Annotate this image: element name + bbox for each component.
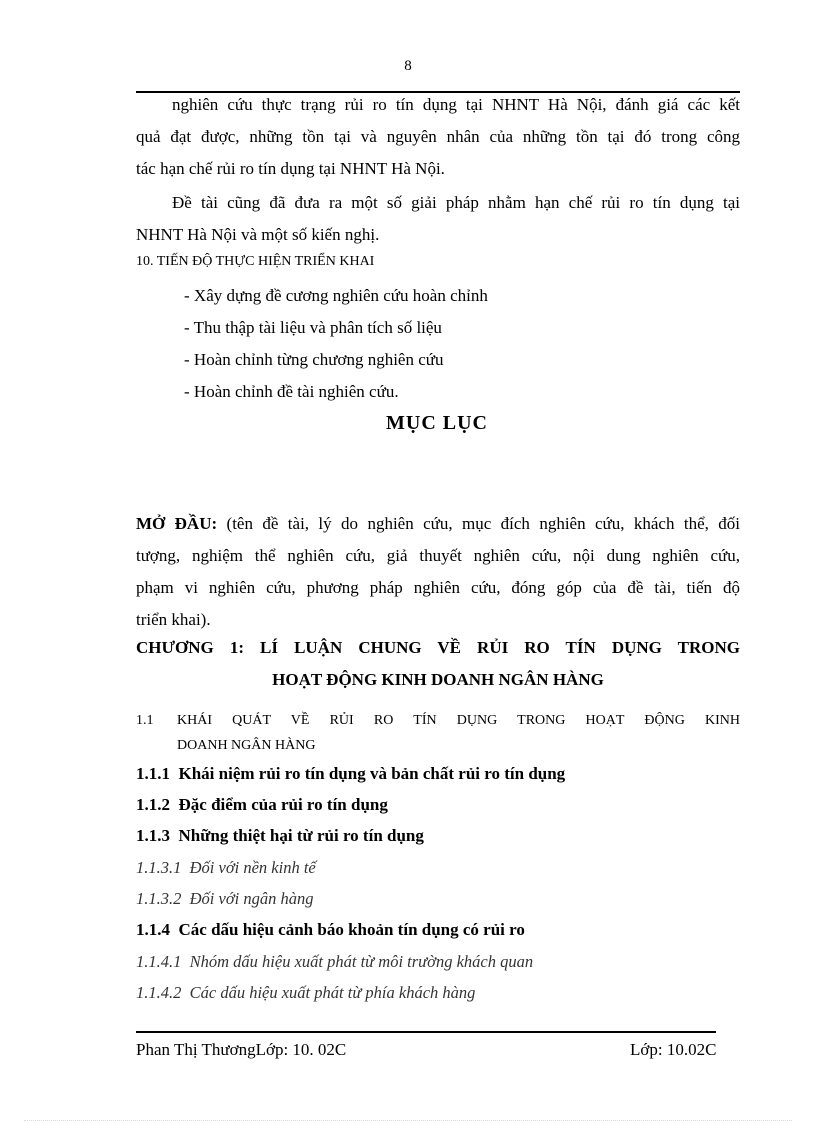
toc-intro-text: (tên đề tài, lý do nghiên cứu, mục đích nghiên cứu, khách thể, đối [217,514,740,533]
toc-section-title-line-1: KHÁI QUÁT VỀ RỦI RO TÍN DỤNG TRONG HOẠT ĐỘNG KINH [177,713,740,728]
toc-entry-text: Các dấu hiệu cảnh báo khoản tín dụng có rủi ro [178,920,525,939]
toc-intro-label: MỞ ĐẦU: [136,514,218,533]
toc-entry [136,826,424,846]
section-10-list [184,280,488,408]
toc-section-title-line-2: DOANH NGÂN HÀNG [177,738,316,753]
toc-entry [136,889,313,909]
intro-line: nghiên cứu thực trạng rủi ro tín dụng tại NHNT Hà Nội, đánh giá các kết [172,95,740,114]
toc-entry [136,983,475,1003]
toc-entry-text: Những thiệt hại từ rủi ro tín dụng [178,826,424,845]
toc-entry [136,764,565,784]
footer-author-class: Phan Thị ThươngLớp: 10. 02C [136,1040,347,1059]
toc-entry-number: 1.1.1 [136,764,170,783]
footer-class: Lớp: 10.02C [630,1040,717,1059]
intro-paragraph-2 [136,187,740,251]
intro-line: Đề tài cũng đã đưa ra một số giải pháp nhằm hạn chế rủi ro tín dụng tại [172,193,740,212]
toc-entry-text: Đối với ngân hàng [189,889,314,908]
toc-entry-number: 1.1.4.1 [136,952,182,971]
toc-entry-number: 1.1.2 [136,795,170,814]
page-number: 8 [404,58,412,74]
toc-title: MỤC LỤC [386,412,488,434]
toc-entry-number: 1.1.4 [136,920,170,939]
toc-entry-text: Các dấu hiệu xuất phát từ phía khách hàng [189,983,476,1002]
intro-line: tác hạn chế rủi ro tín dụng tại NHNT Hà Nội. [136,159,445,178]
list-item: - Thu thập tài liệu và phân tích số liệu [184,318,442,337]
toc-intro-line: triển khai). [136,610,211,629]
toc-intro-line: phạm vi nghiên cứu, phương pháp nghiên cứu, đóng góp của đề tài, tiến độ [136,578,740,597]
toc-section-1-1 [136,708,740,758]
toc-intro-line: tượng, nghiệm thể nghiên cứu, giả thuyết nghiên cứu, nội dung nghiên cứu, [136,546,740,565]
toc-entry-text: Đặc điểm của rủi ro tín dụng [178,795,388,814]
chapter-1-line-1: CHƯƠNG 1: LÍ LUẬN CHUNG VỀ RỦI RO TÍN DỤNG TRONG [136,638,740,657]
toc-entry-text: Nhóm dấu hiệu xuất phát từ môi trường khách quan [189,952,534,971]
toc-intro [136,508,740,636]
toc-entry-text: Khái niệm rủi ro tín dụng và bản chất rủi ro tín dụng [178,764,566,783]
toc-entry-text: Đối với nền kinh tế [189,858,316,877]
page-edge-dots [24,1120,792,1121]
toc-entry-number: 1.1.3.2 [136,889,182,908]
toc-entry [136,858,316,878]
chapter-1-line-2: HOẠT ĐỘNG KINH DOANH NGÂN HÀNG [272,670,604,689]
toc-entry [136,920,525,940]
toc-entry-number: 1.1.4.2 [136,983,182,1002]
toc-entry [136,952,533,972]
toc-section-number: 1.1 [136,713,154,728]
list-item: - Hoàn chỉnh từng chương nghiên cứu [184,350,444,369]
intro-paragraph-1 [136,89,740,185]
intro-line: NHNT Hà Nội và một số kiến nghị. [136,225,380,244]
toc-entry-number: 1.1.3.1 [136,858,182,877]
list-item: - Xây dựng đề cương nghiên cứu hoàn chỉnh [184,286,488,305]
list-item: - Hoàn chỉnh đề tài nghiên cứu. [184,382,399,401]
section-10-title: 10. TIẾN ĐỘ THỰC HIỆN TRIỂN KHAI [136,254,375,269]
toc-entry [136,795,388,815]
intro-line: quả đạt được, những tồn tại và nguyên nhân của những tồn tại đó trong công [136,127,740,146]
toc-entry-number: 1.1.3 [136,826,170,845]
chapter-1-heading [136,632,740,696]
footer-rule [136,1031,716,1033]
